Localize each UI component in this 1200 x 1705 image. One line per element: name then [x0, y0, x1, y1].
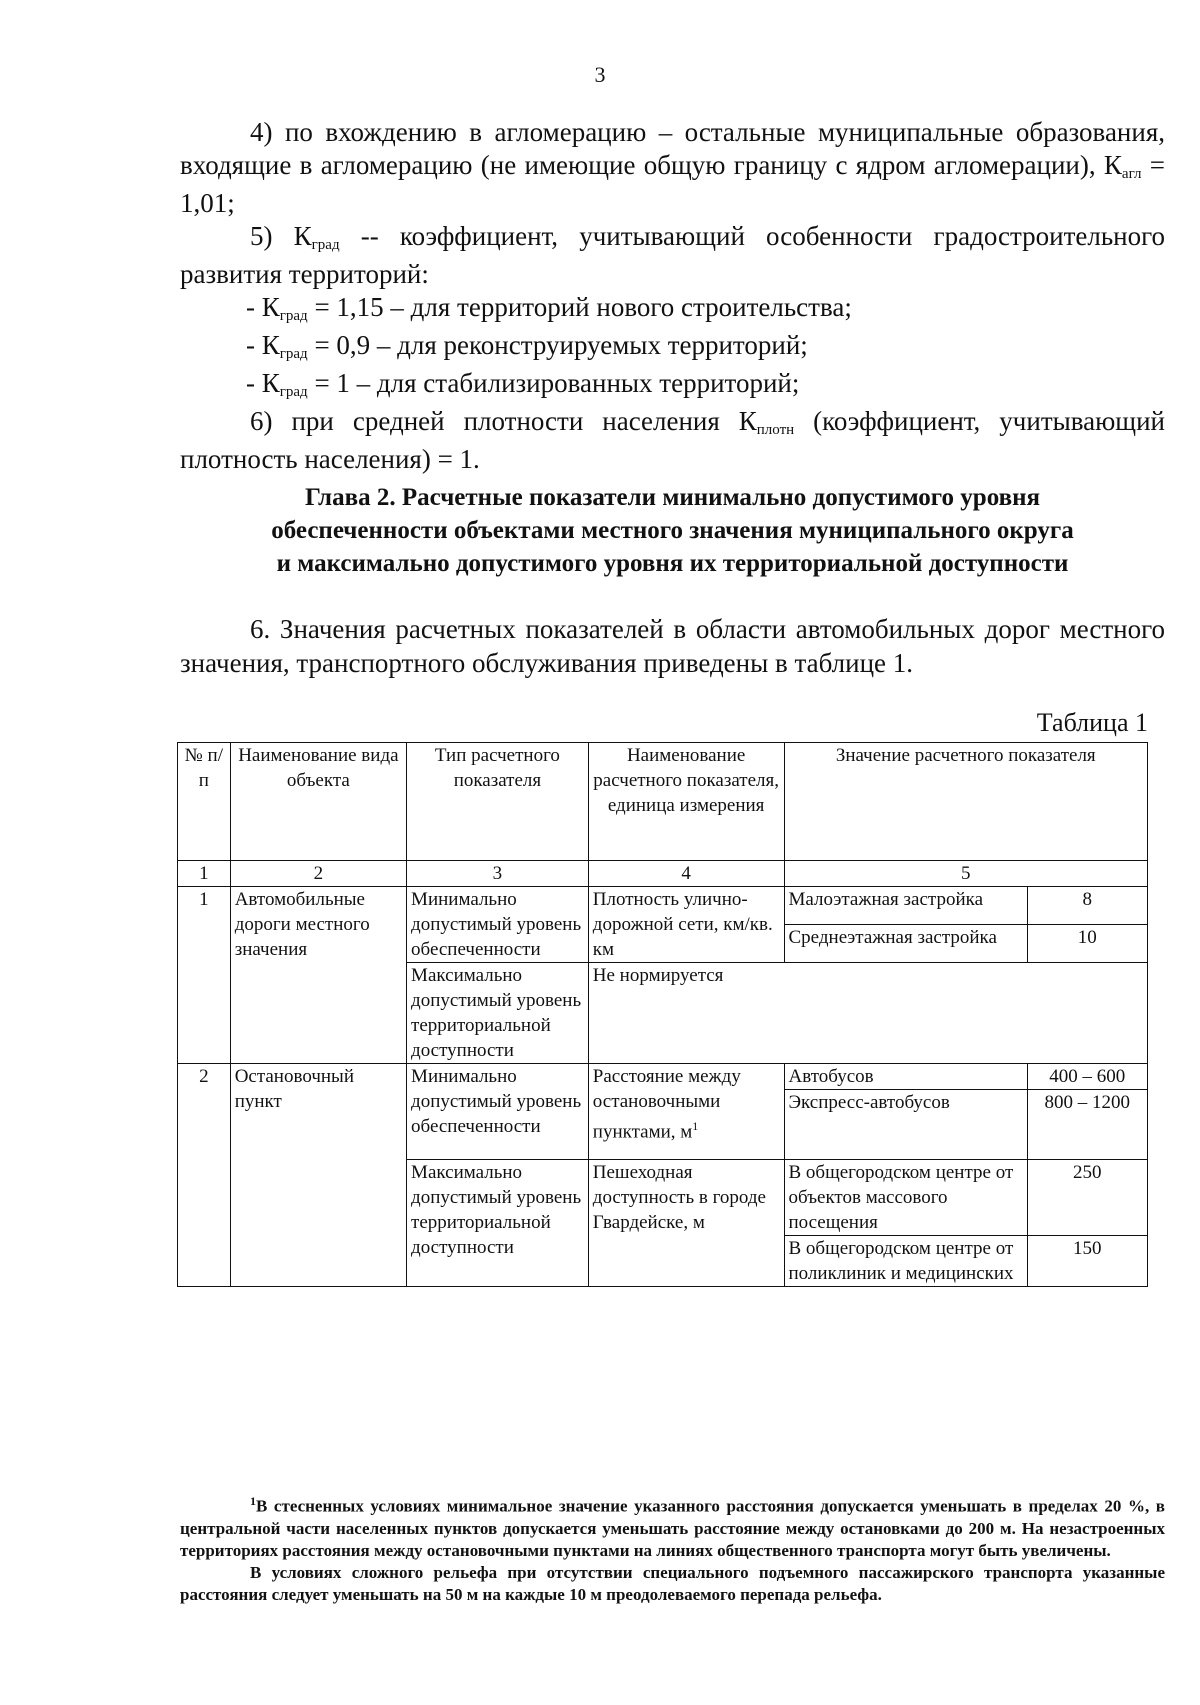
item-prefix: - К	[246, 330, 280, 360]
footnote-marker: 1	[250, 1494, 256, 1508]
value-label: Автобусов	[784, 1064, 1027, 1090]
table-row	[178, 887, 1148, 925]
paragraph-4-tail: = 1,01;	[180, 150, 1165, 218]
value-number: 800 – 1200	[1027, 1090, 1147, 1160]
item-prefix: - К	[246, 368, 280, 398]
footnotes	[180, 1490, 1165, 1606]
paragraph-5-text: -- коэффициент, учитывающий особенности градостроительного развития территорий:	[180, 221, 1165, 289]
indicator-name-text: Расстояние между остановочными пунктами, м	[592, 1066, 741, 1143]
chapter-heading-line-3: и максимально допустимого уровня их территориальной доступности	[276, 550, 1069, 577]
item-text: = 1 – для стабилизированных территорий;	[307, 368, 800, 398]
footnote-ref: 1	[692, 1119, 699, 1133]
value-label: В общегородском центре от объектов массового посещения	[784, 1160, 1027, 1236]
chapter-heading-line-1: Глава 2. Расчетные показатели минимально допустимого уровня	[304, 484, 1041, 511]
row-num: 2	[178, 1064, 231, 1287]
indicator-name	[588, 1064, 784, 1160]
paragraph-4	[180, 116, 1165, 220]
k-grad-subscript: град	[311, 237, 340, 253]
paragraph-5-k: 5) К	[250, 221, 312, 251]
indicator-name: Пешеходная доступность в городе Гвардейске, м	[588, 1160, 784, 1287]
indicators-table	[177, 742, 1148, 1287]
coefficients-section	[180, 116, 1165, 476]
footnote-1-text: В стесненных условиях минимальное значение указанного расстояния допускается уменьшать в пределах 20 %, в центральной части населенных пунктов допускается уменьшать расстояние между остановками до 200 м. На незастроенных территориях расстояния между остановочными пунктами на линиях общественного транспорта могут быть увеличены.	[180, 1496, 1165, 1560]
item-text: = 1,15 – для территорий нового строительства;	[307, 292, 852, 322]
item-prefix: - К	[246, 292, 280, 322]
value-number: 10	[1027, 925, 1147, 963]
item-subscript: град	[279, 346, 308, 362]
indicator-type: Минимально допустимый уровень обеспеченности	[407, 887, 589, 963]
indicator-type: Минимально допустимый уровень обеспеченности	[407, 1064, 589, 1160]
indicator-name: Не нормируется	[588, 963, 1147, 1064]
value-label: Экспресс-автобусов	[784, 1090, 1027, 1160]
header-indicator-name: Наименование расчетного показателя, единица измерения	[588, 743, 784, 861]
header-num: № п/п	[178, 743, 231, 861]
table-caption: Таблица 1	[1036, 708, 1148, 737]
k-grad-item-2	[180, 329, 1165, 367]
value-number: 250	[1027, 1160, 1147, 1236]
column-number-row	[178, 861, 1148, 887]
page-number: 3	[594, 62, 606, 87]
table-intro-text: 6. Значения расчетных показателей в области автомобильных дорог местного значения, транспортного обслуживания приведены в таблице 1.	[180, 614, 1165, 678]
paragraph-6-text: 6) при средней плотности населения К	[250, 406, 757, 436]
indicator-type: Максимально допустимый уровень территориальной доступности	[407, 1160, 589, 1287]
header-indicator-value: Значение расчетного показателя	[784, 743, 1148, 861]
col-number: 3	[407, 861, 589, 887]
chapter-heading-line-2: обеспеченности объектами местного значения муниципального округа	[271, 517, 1074, 544]
paragraph-4-text: 4) по вхождению в агломерацию – остальные муниципальные образования, входящие в агломерацию (не имеющие общую границу с ядром агломерации), К	[180, 117, 1165, 180]
indicator-type: Максимально допустимый уровень территориальной доступности	[407, 963, 589, 1064]
value-label: В общегородском центре от поликлиник и медицинских	[784, 1236, 1027, 1287]
header-object-name: Наименование вида объекта	[230, 743, 406, 861]
value-number: 8	[1027, 887, 1147, 925]
paragraph-6-tail: (коэффициент, учитывающий плотность населения) = 1.	[180, 406, 1165, 474]
col-number: 4	[588, 861, 784, 887]
table-header-row	[178, 743, 1148, 861]
value-number: 150	[1027, 1236, 1147, 1287]
item-subscript: град	[279, 384, 308, 400]
row-num: 1	[178, 887, 231, 1064]
object-name: Остановочный пункт	[230, 1064, 406, 1287]
k-agl-subscript: агл	[1121, 166, 1142, 182]
footnote-1	[180, 1490, 1165, 1562]
item-text: = 0,9 – для реконструируемых территорий;	[307, 330, 808, 360]
object-name: Автомобильные дороги местного значения	[230, 887, 406, 1064]
k-grad-item-1	[180, 291, 1165, 329]
indicator-name: Плотность улично-дорожной сети, км/кв. км	[588, 887, 784, 963]
value-number: 400 – 600	[1027, 1064, 1147, 1090]
footnote-2: В условиях сложного рельефа при отсутствии специального подъемного пассажирского транспорта указанные расстояния следует уменьшать на 50 м на каждые 10 м преодолеваемого перепада рельефа.	[180, 1562, 1165, 1604]
table-intro	[180, 612, 1165, 680]
k-plotn-subscript: плотн	[756, 422, 795, 438]
header-indicator-type: Тип расчетного показателя	[407, 743, 589, 861]
value-label: Малоэтажная застройка	[784, 887, 1027, 925]
paragraph-5	[180, 220, 1165, 291]
paragraph-6	[180, 405, 1165, 476]
k-grad-item-3	[180, 367, 1165, 405]
col-number: 2	[230, 861, 406, 887]
table-row	[178, 1064, 1148, 1090]
chapter-heading	[180, 481, 1165, 580]
value-label: Среднеэтажная застройка	[784, 925, 1027, 963]
col-number: 1	[178, 861, 231, 887]
item-subscript: град	[279, 308, 308, 324]
col-number: 5	[784, 861, 1148, 887]
